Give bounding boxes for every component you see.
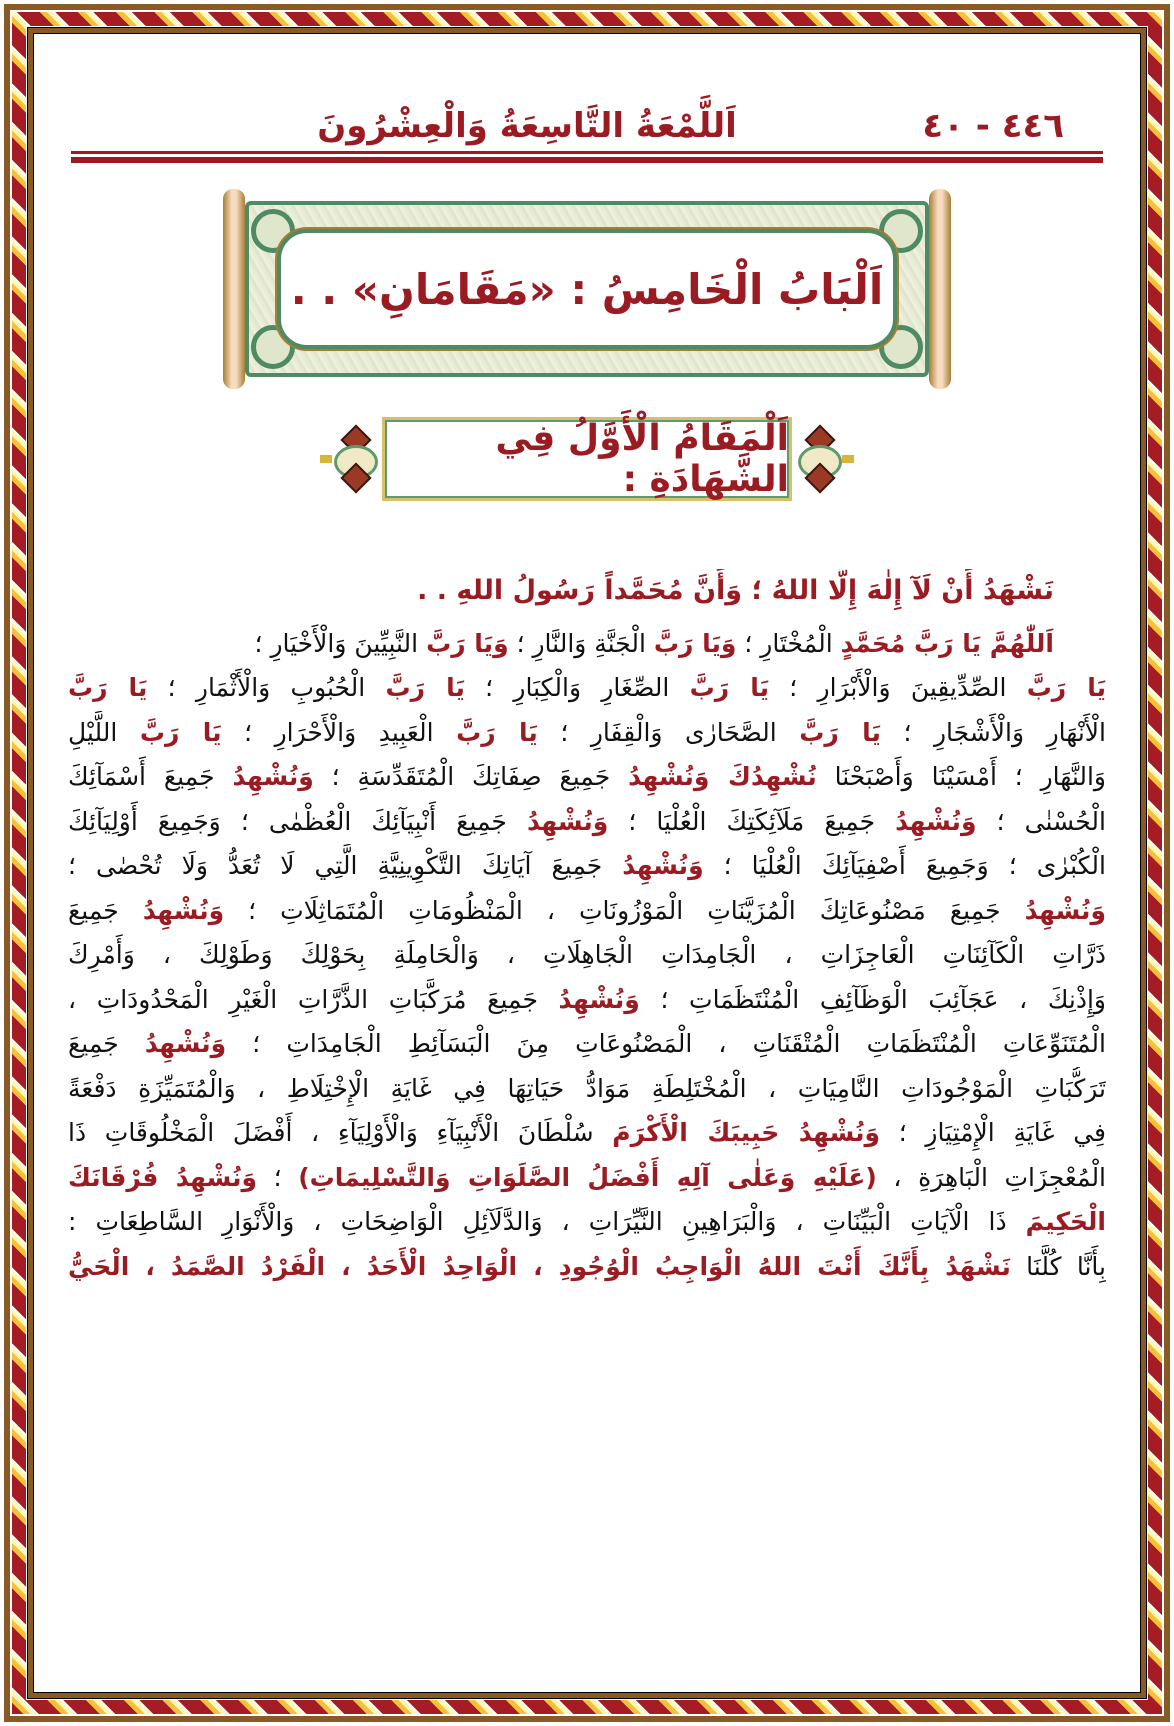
highlighted-phrase: يَا رَبَّ [799,717,881,747]
highlighted-phrase: وَنُشْهِدُ [1024,895,1106,925]
cartouche-pillar-right-icon [929,189,951,389]
cartouche-panel [277,229,897,349]
text-segment: الْحُسْنٰى ؛ [976,806,1106,836]
highlighted-phrase: يَا رَبَّ [385,673,465,702]
header-rule [71,151,1103,163]
text-line [68,1067,1106,1112]
text-line [68,1111,1106,1156]
chapter-title: اَلْبَابُ الْخَامِسُ : «مَقَامَانِ» . . [290,264,884,314]
text-segment: النَّبِيِّينَ وَالْأَخْيَارِ ؛ [254,628,427,658]
chapter-cartouche [215,189,959,389]
text-segment: الْأَنْهَارِ وَالْأَشْجَارِ ؛ [880,717,1106,747]
page-content [60,34,1114,1692]
text-segment: ذَرَّاتِ الْكَآئِنَاتِ الْعَاجِزَاتِ ، الْجَامِدَاتِ الْجَاهِلَاتِ ، وَالْحَامِلَةِ بِحَوْلِكَ وَطَوْلِكَ ، وَأَمْرِكَ [68,940,1106,969]
highlighted-phrase: اَللّٰهُمَّ يَا رَبَّ مُحَمَّدٍ [840,628,1054,658]
text-segment: جَمِيعَ أَسْمَآئِكَ [68,762,233,791]
highlighted-phrase: يَا رَبَّ [1026,673,1106,702]
floral-ornament-right-icon [794,431,844,487]
body-text [68,569,1106,1289]
section-title: اَلْمَقَامُ الْأَوَّلُ فِي الشَّهَادَةِ : [495,418,789,500]
text-segment: سُلْطَانَ الْأَنْبِيَآءِ وَالْأَوْلِيَآءِ ، أَفْضَلَ الْمَخْلُوقَاتِ ذَا [68,1118,613,1147]
text-segment: جَمِيعَ مَصْنُوعَاتِكَ الْمُزَيَّنَاتِ الْمَوْزُونَاتِ ، الْمَنْظُومَاتِ الْمُتَمَاثِلَاتِ ؛ [224,895,1025,925]
text-line [68,711,1106,756]
highlighted-phrase: (عَلَيْهِ وَعَلٰى آلِهِ أَفْضَلُ الصَّلَوَاتِ وَالتَّسْلِيمَاتِ) [298,1162,877,1192]
highlighted-phrase: وَنُشْهِدُ [144,1029,227,1058]
text-segment: جَمِيعَ مَلَآئِكَتِكَ الْعُلْيَا ؛ [608,806,896,836]
running-title: اَللَّمْعَةُ التَّاسِعَةُ وَالْعِشْرُونَ [317,106,737,146]
text-segment: وَالنَّهَارِ ؛ أَمْسَيْنَا وَأَصْبَحْنَا [816,762,1106,791]
text-segment: تَرَكُّبَاتِ الْمَوْجُودَاتِ النَّامِيَاتِ ، الْمُخْتَلِطَةِ مَوَادُّ حَيَاتِهَا فِي غَايَةِ الْإِخْتِلَاطِ ، وَالْمُتَمَيِّزَةِ دَفْعَةً [68,1073,1106,1103]
text-segment: جَمِيعَ صِفَاتِكَ الْمُتَقَدِّسَةِ ؛ [313,762,629,791]
cartouche-pillar-left-icon [223,189,245,389]
text-line [68,933,1106,978]
text-segment: الْمُتَنَوِّعَاتِ الْمُنْتَظَمَاتِ الْمُتْقَنَاتِ ، الْمَصْنُوعَاتِ مِنَ الْبَسَآئِطِ الْجَامِدَاتِ ؛ [226,1029,1106,1058]
text-segment: الصِّغَارِ وَالْكِبَارِ ؛ [464,673,690,702]
text-line [68,844,1106,889]
highlighted-phrase: يَا رَبَّ [68,673,148,702]
highlighted-phrase: نُشْهِدُكَ وَنُشْهِدُ [628,762,817,791]
highlighted-phrase: وَنُشْهِدُ [142,895,225,925]
text-segment: جَمِيعَ أَنْبِيَآئِكَ الْعُظْمٰى ؛ وَجَمِيعَ أَوْلِيَآئِكَ [68,806,527,836]
text-line [68,1200,1106,1245]
highlighted-phrase: يَا رَبَّ [456,717,538,747]
text-segment: اللَّيْلِ [68,717,140,747]
text-segment: وَإِذْنِكَ ، عَجَآئِبَ الْوَظَآئِفِ الْمُنْتَظَمَاتِ ؛ [639,984,1106,1014]
text-segment: الْكُبْرٰى ؛ وَجَمِيعَ أَصْفِيَآئِكَ الْعُلْيَا ؛ [703,851,1106,880]
text-segment: الْعَبِيدِ وَالْأَحْرَارِ ؛ [221,717,457,747]
header-rule-thin [71,151,1103,154]
highlighted-phrase: وَنُشْهِدُ [622,851,704,880]
highlighted-phrase: وَيَا رَبَّ [653,628,737,658]
header-rule-thick [71,157,1103,163]
text-segment: الصِّدِّيقِينَ وَالْأَبْرَارِ ؛ [768,673,1027,702]
text-segment: الْحُبُوبِ وَالْأَثْمَارِ ؛ [147,673,386,702]
text-segment: الْمُعْجِزَاتِ الْبَاهِرَةِ ، [876,1162,1106,1192]
floral-ornament-left-icon [330,431,380,487]
text-line [68,800,1106,845]
text-segment: جَمِيعَ آيَاتِكَ التَّكْوِينِيَّةِ الَّتِي لَا تُعَدُّ وَلَا تُحْصٰى ؛ [68,851,623,880]
highlighted-phrase: وَنُشْهِدُ [558,984,640,1014]
text-segment: جَمِيعَ مُرَكَّبَاتِ الذَّرَّاتِ الْغَيْرِ الْمَحْدُودَاتِ ، [68,984,559,1014]
text-segment: الصَّحَارٰى وَالْقِفَارِ ؛ [537,717,800,747]
text-segment: جَمِيعَ [68,895,143,925]
highlighted-phrase: يَا رَبَّ [139,717,222,747]
text-segment: الْجَنَّةِ وَالنَّارِ ؛ [508,628,654,658]
text-line [68,755,1106,800]
section-title-box [382,417,792,501]
section-cartouche [330,409,844,509]
highlighted-phrase: وَنُشْهِدُ [526,806,609,836]
text-line [68,666,1106,711]
opening-testimony: نَشْهَدُ أَنْ لَآ إِلٰهَ إِلَّا اللهُ ؛ وَأَنَّ مُحَمَّداً رَسُولُ اللهِ . . [417,575,1054,606]
page-number: ٤٤٦ - ٤٠ [922,106,1064,146]
text-segment: فِي غَايَةِ الْإِمْتِيَازِ ؛ [880,1118,1106,1147]
highlighted-phrase: وَيَا رَبَّ [426,628,509,658]
text-line [68,622,1106,667]
text-segment: بِأَنَّا كُلَّنَا [1010,1251,1106,1281]
highlighted-phrase: وَنُشْهِدُ فُرْقَانَكَ [68,1162,258,1192]
text-line [68,1156,1106,1201]
text-line [68,889,1106,934]
text-line [68,1245,1106,1290]
highlighted-phrase: يَا رَبَّ [689,673,769,702]
text-segment: ذَا الْآيَاتِ الْبَيِّنَاتِ ، وَالْبَرَاهِينِ النَّيِّرَاتِ ، وَالدَّلَآئِلِ الْوَاضِحَاتِ ، وَالْأَنْوَارِ السَّاطِعَاتِ : [68,1207,1026,1236]
highlighted-phrase: وَنُشْهِدُ حَبِيبَكَ الْأَكْرَمَ [612,1118,881,1147]
highlighted-phrase: نَشْهَدُ بِأَنَّكَ أَنْتَ اللهُ الْوَاجِبُ الْوُجُودِ ، الْوَاحِدُ الْأَحَدُ ، الْفَرْدُ الصَّمَدُ ، الْحَيُّ [68,1251,1011,1281]
text-line [68,1022,1106,1067]
text-segment: الْمُخْتَارِ ؛ [736,628,841,658]
highlighted-phrase: وَنُشْهِدُ [232,762,314,791]
text-line [68,978,1106,1023]
highlighted-phrase: الْحَكِيمَ [1025,1207,1106,1236]
text-segment: جَمِيعَ [68,1029,145,1058]
text-segment: ؛ [257,1162,299,1192]
highlighted-phrase: وَنُشْهِدُ [895,806,977,836]
page-header [70,106,1104,156]
